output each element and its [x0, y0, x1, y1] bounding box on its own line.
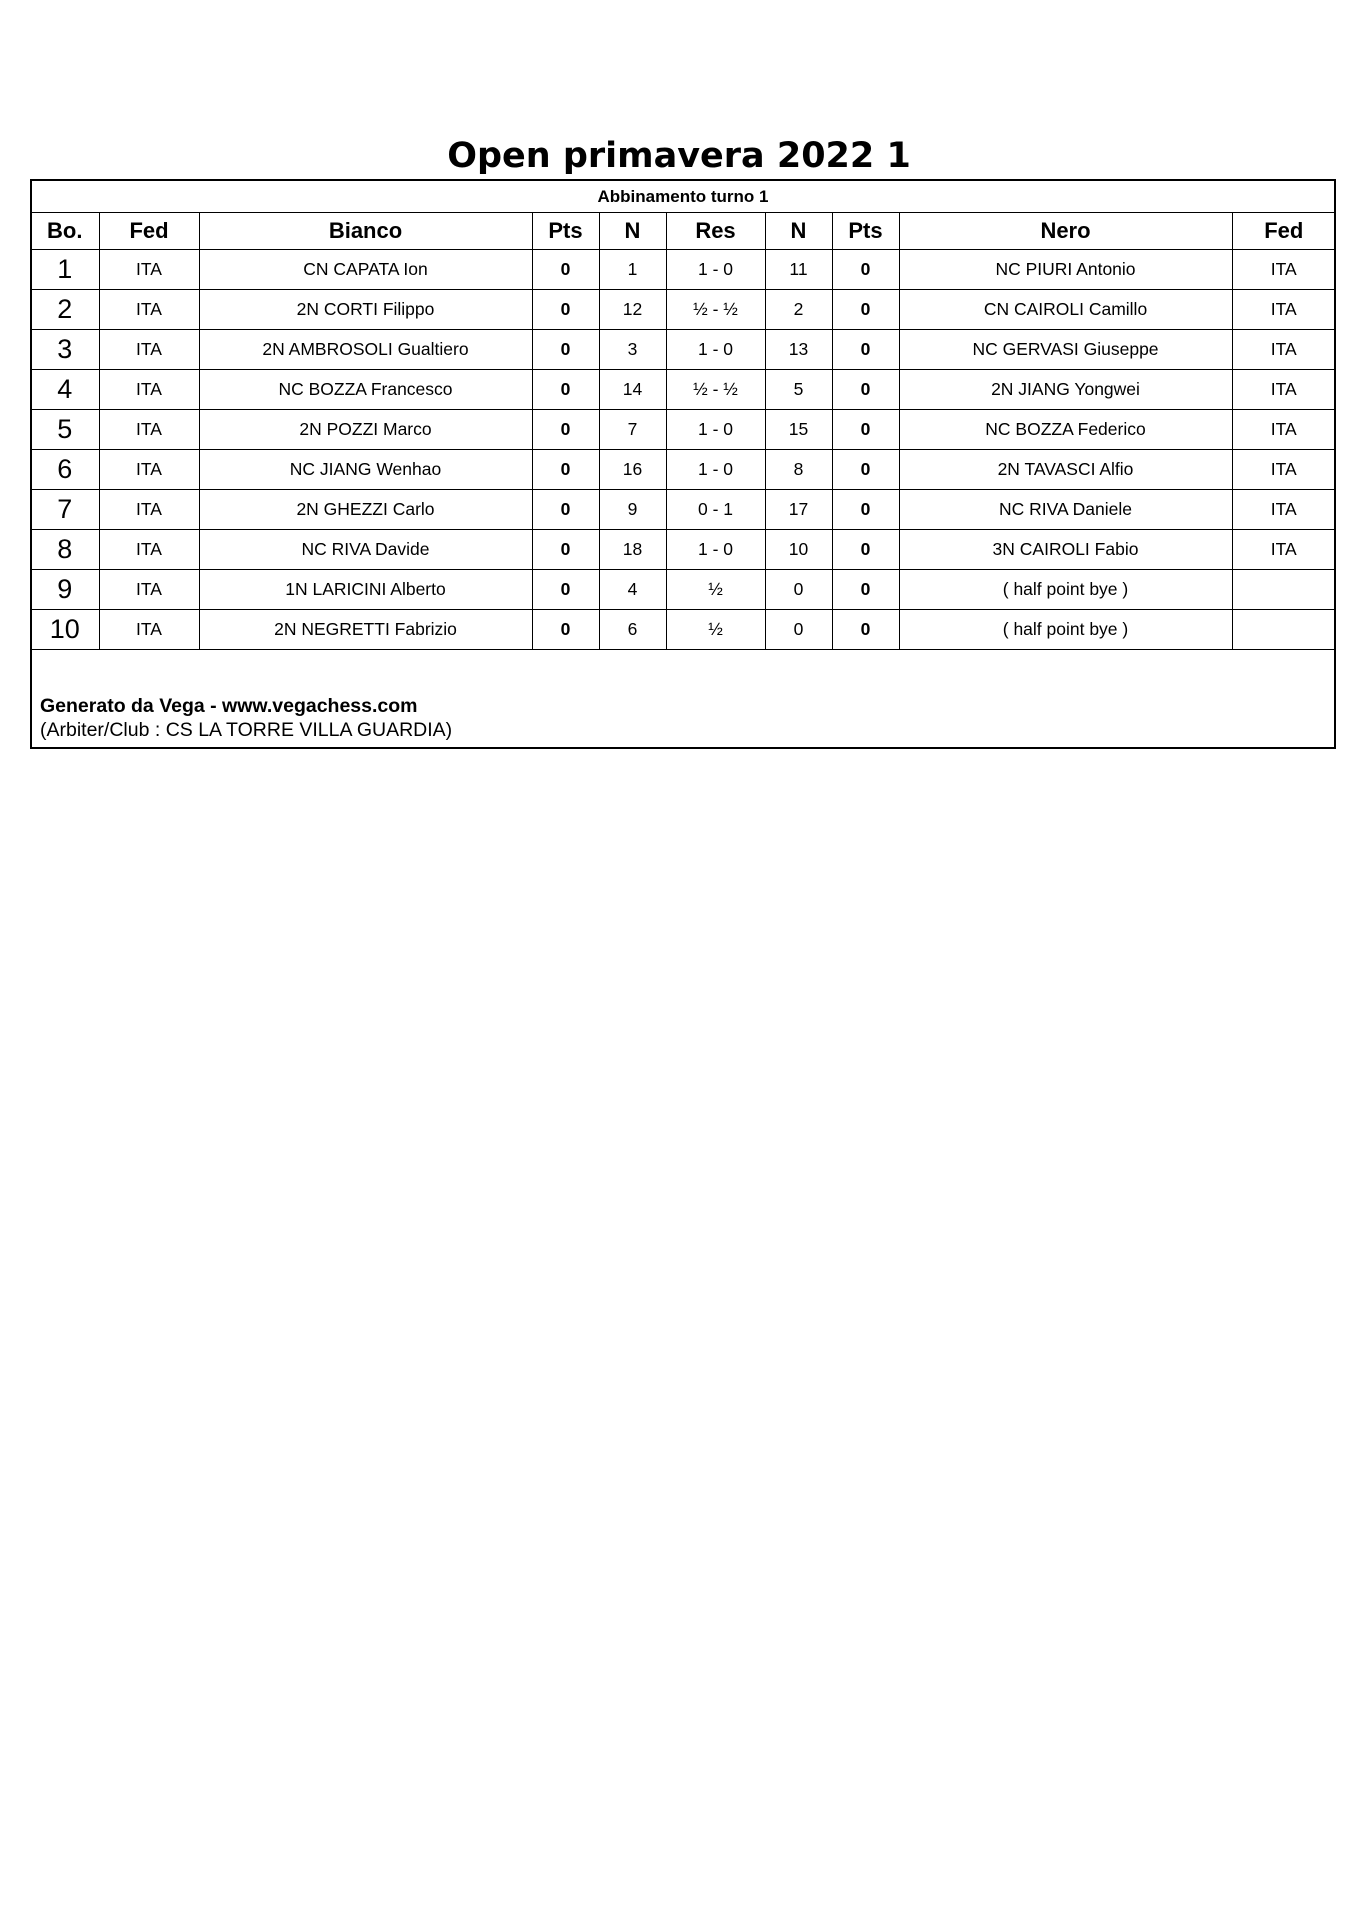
pts-white: 0 [532, 530, 599, 570]
n-black: 11 [765, 250, 832, 290]
n-white: 3 [599, 330, 666, 370]
pts-white: 0 [532, 250, 599, 290]
pts-black: 0 [832, 330, 899, 370]
fed-white: ITA [99, 610, 199, 650]
n-white: 18 [599, 530, 666, 570]
fed-black [1232, 610, 1335, 650]
result: 1 - 0 [666, 410, 765, 450]
pts-black: 0 [832, 530, 899, 570]
n-black: 0 [765, 610, 832, 650]
pts-black: 0 [832, 570, 899, 610]
result: 1 - 0 [666, 450, 765, 490]
board-number: 6 [31, 450, 99, 490]
pts-black: 0 [832, 250, 899, 290]
board-number: 7 [31, 490, 99, 530]
white-player: 2N CORTI Filippo [199, 290, 532, 330]
fed-white: ITA [99, 490, 199, 530]
board-number: 3 [31, 330, 99, 370]
n-white: 12 [599, 290, 666, 330]
pairing-rows [31, 250, 1335, 650]
fed-white: ITA [99, 570, 199, 610]
black-player: NC GERVASI Giuseppe [899, 330, 1232, 370]
fed-black [1232, 570, 1335, 610]
pts-black: 0 [832, 450, 899, 490]
fed-black: ITA [1232, 250, 1335, 290]
result: ½ [666, 570, 765, 610]
fed-black: ITA [1232, 290, 1335, 330]
table-row [31, 250, 1335, 290]
white-player: 2N AMBROSOLI Gualtiero [199, 330, 532, 370]
n-black: 5 [765, 370, 832, 410]
fed-black: ITA [1232, 370, 1335, 410]
pts-white: 0 [532, 370, 599, 410]
board-number: 10 [31, 610, 99, 650]
black-player: 3N CAIROLI Fabio [899, 530, 1232, 570]
pts-white: 0 [532, 290, 599, 330]
pairings-frame [30, 179, 1336, 749]
pts-white: 0 [532, 450, 599, 490]
n-white: 7 [599, 410, 666, 450]
white-player: NC RIVA Davide [199, 530, 532, 570]
round-subtitle: Abbinamento turno 1 [597, 187, 769, 206]
n-white: 9 [599, 490, 666, 530]
table-row [31, 410, 1335, 450]
black-player: NC PIURI Antonio [899, 250, 1232, 290]
white-player: 2N GHEZZI Carlo [199, 490, 532, 530]
white-player: CN CAPATA Ion [199, 250, 532, 290]
result: ½ [666, 610, 765, 650]
result: 1 - 0 [666, 530, 765, 570]
header-row [31, 213, 1335, 250]
fed-white: ITA [99, 250, 199, 290]
n-black: 15 [765, 410, 832, 450]
board-number: 9 [31, 570, 99, 610]
pts-black: 0 [832, 290, 899, 330]
table-row [31, 530, 1335, 570]
black-player: 2N JIANG Yongwei [899, 370, 1232, 410]
col-header-n-black: N [765, 213, 832, 250]
n-black: 13 [765, 330, 832, 370]
arbiter-club: (Arbiter/Club : CS LA TORRE VILLA GUARDIA) [40, 719, 453, 741]
board-number: 1 [31, 250, 99, 290]
fed-black: ITA [1232, 330, 1335, 370]
pts-black: 0 [832, 410, 899, 450]
fed-black: ITA [1232, 450, 1335, 490]
result: 1 - 0 [666, 330, 765, 370]
board-number: 4 [31, 370, 99, 410]
table-row [31, 450, 1335, 490]
fed-white: ITA [99, 290, 199, 330]
pts-white: 0 [532, 410, 599, 450]
pts-white: 0 [532, 570, 599, 610]
col-header-pts-white: Pts [532, 213, 599, 250]
white-player: NC BOZZA Francesco [199, 370, 532, 410]
fed-white: ITA [99, 370, 199, 410]
result: ½ - ½ [666, 370, 765, 410]
table-row [31, 370, 1335, 410]
pts-white: 0 [532, 330, 599, 370]
col-header-board: Bo. [31, 213, 99, 250]
col-header-result: Res [666, 213, 765, 250]
black-player: NC RIVA Daniele [899, 490, 1232, 530]
n-white: 14 [599, 370, 666, 410]
n-black: 10 [765, 530, 832, 570]
pairings-table [31, 212, 1335, 650]
result: 0 - 1 [666, 490, 765, 530]
n-black: 17 [765, 490, 832, 530]
n-white: 4 [599, 570, 666, 610]
fed-white: ITA [99, 450, 199, 490]
black-player: CN CAIROLI Camillo [899, 290, 1232, 330]
fed-black: ITA [1232, 490, 1335, 530]
black-player: ( half point bye ) [899, 610, 1232, 650]
fed-black: ITA [1232, 530, 1335, 570]
col-header-pts-black: Pts [832, 213, 899, 250]
fed-white: ITA [99, 410, 199, 450]
white-player: NC JIANG Wenhao [199, 450, 532, 490]
table-row [31, 330, 1335, 370]
board-number: 2 [31, 290, 99, 330]
col-header-n-white: N [599, 213, 666, 250]
result: 1 - 0 [666, 250, 765, 290]
n-white: 16 [599, 450, 666, 490]
black-player: ( half point bye ) [899, 570, 1232, 610]
board-number: 8 [31, 530, 99, 570]
black-player: 2N TAVASCI Alfio [899, 450, 1232, 490]
pts-white: 0 [532, 490, 599, 530]
pts-black: 0 [832, 610, 899, 650]
table-row [31, 610, 1335, 650]
n-black: 2 [765, 290, 832, 330]
fed-white: ITA [99, 530, 199, 570]
table-row [31, 490, 1335, 530]
pts-black: 0 [832, 370, 899, 410]
col-header-fed-white: Fed [99, 213, 199, 250]
result: ½ - ½ [666, 290, 765, 330]
n-white: 6 [599, 610, 666, 650]
n-black: 0 [765, 570, 832, 610]
table-row [31, 570, 1335, 610]
fed-black: ITA [1232, 410, 1335, 450]
board-number: 5 [31, 410, 99, 450]
black-player: NC BOZZA Federico [899, 410, 1232, 450]
pts-white: 0 [532, 610, 599, 650]
col-header-fed-black: Fed [1232, 213, 1335, 250]
n-white: 1 [599, 250, 666, 290]
white-player: 1N LARICINI Alberto [199, 570, 532, 610]
table-row [31, 290, 1335, 330]
col-header-white: Bianco [199, 213, 532, 250]
pts-black: 0 [832, 490, 899, 530]
white-player: 2N NEGRETTI Fabrizio [199, 610, 532, 650]
white-player: 2N POZZI Marco [199, 410, 532, 450]
col-header-black: Nero [899, 213, 1232, 250]
page-title: Open primavera 2022 1 [447, 136, 911, 176]
footer [40, 694, 452, 742]
n-black: 8 [765, 450, 832, 490]
generator-credit: Generato da Vega - www.vegachess.com [40, 695, 418, 717]
fed-white: ITA [99, 330, 199, 370]
